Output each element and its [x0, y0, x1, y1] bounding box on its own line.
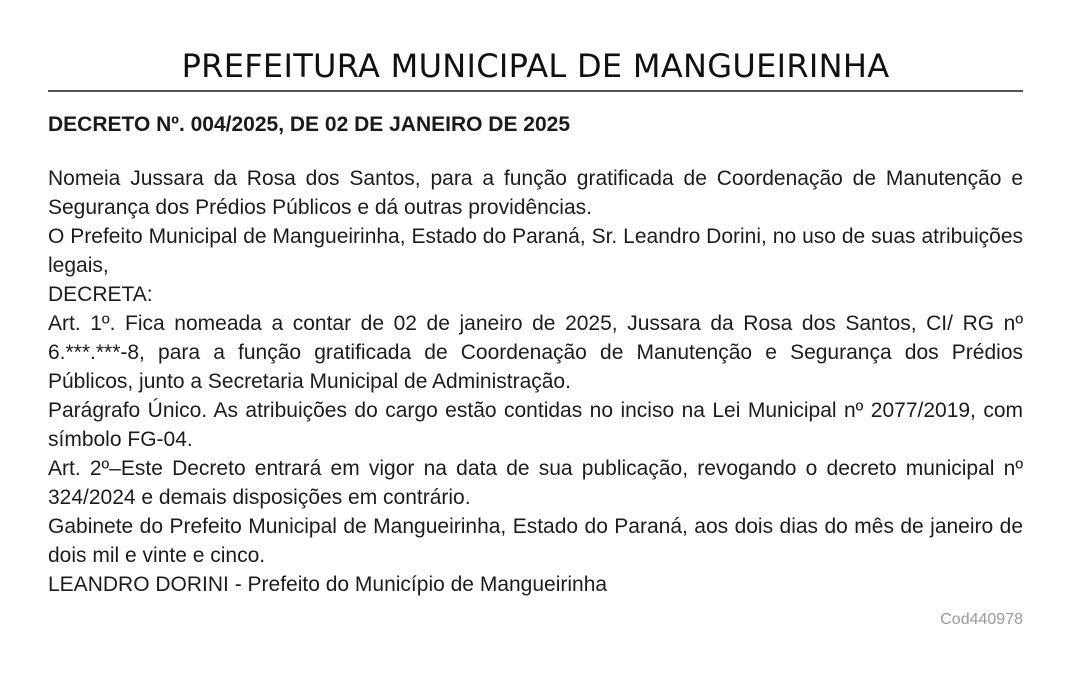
header-title: PREFEITURA MUNICIPAL DE MANGUEIRINHA — [181, 47, 890, 85]
ementa-paragraph: Nomeia Jussara da Rosa dos Santos, para a função gratificada de Coordenação de Manutenção e Segurança dos Prédios Públicos e dá outras providências. — [48, 167, 1023, 219]
sole-paragraph: Parágrafo Único. As atribuições do cargo estão contidas no inciso na Lei Municipal nº 2077/2019, com símbolo FG-04. — [48, 399, 1023, 451]
document-page — [48, 0, 1023, 599]
header-divider — [48, 90, 1023, 92]
decree-body — [48, 164, 1023, 599]
decree-title: DECRETO Nº. 004/2025, DE 02 DE JANEIRO DE 2025 — [48, 113, 571, 136]
article-2-paragraph: Art. 2º–Este Decreto entrará em vigor na data de sua publicação, revogando o decreto municipal nº 324/2024 e demais disposições em contrário. — [48, 457, 1023, 509]
article-1-paragraph: Art. 1º. Fica nomeada a contar de 02 de janeiro de 2025, Jussara da Rosa dos Santos, CI/ RG nº 6.***.***-8, para a função gratificada de Coordenação de Manutenção e Segurança dos Prédios Públicos, junto a Secretaria Municipal de Administração. — [48, 312, 1023, 393]
signature-line: LEANDRO DORINI - Prefeito do Município de Mangueirinha — [48, 573, 608, 596]
decreta-label: DECRETA: — [48, 283, 153, 306]
preamble-paragraph: O Prefeito Municipal de Mangueirinha, Estado do Paraná, Sr. Leandro Dorini, no uso de suas atribuições legais, — [48, 225, 1023, 277]
closing-paragraph: Gabinete do Prefeito Municipal de Mangueirinha, Estado do Paraná, aos dois dias do mês de janeiro de dois mil e vinte e cinco. — [48, 515, 1023, 567]
publication-code: Cod440978 — [940, 611, 1023, 628]
